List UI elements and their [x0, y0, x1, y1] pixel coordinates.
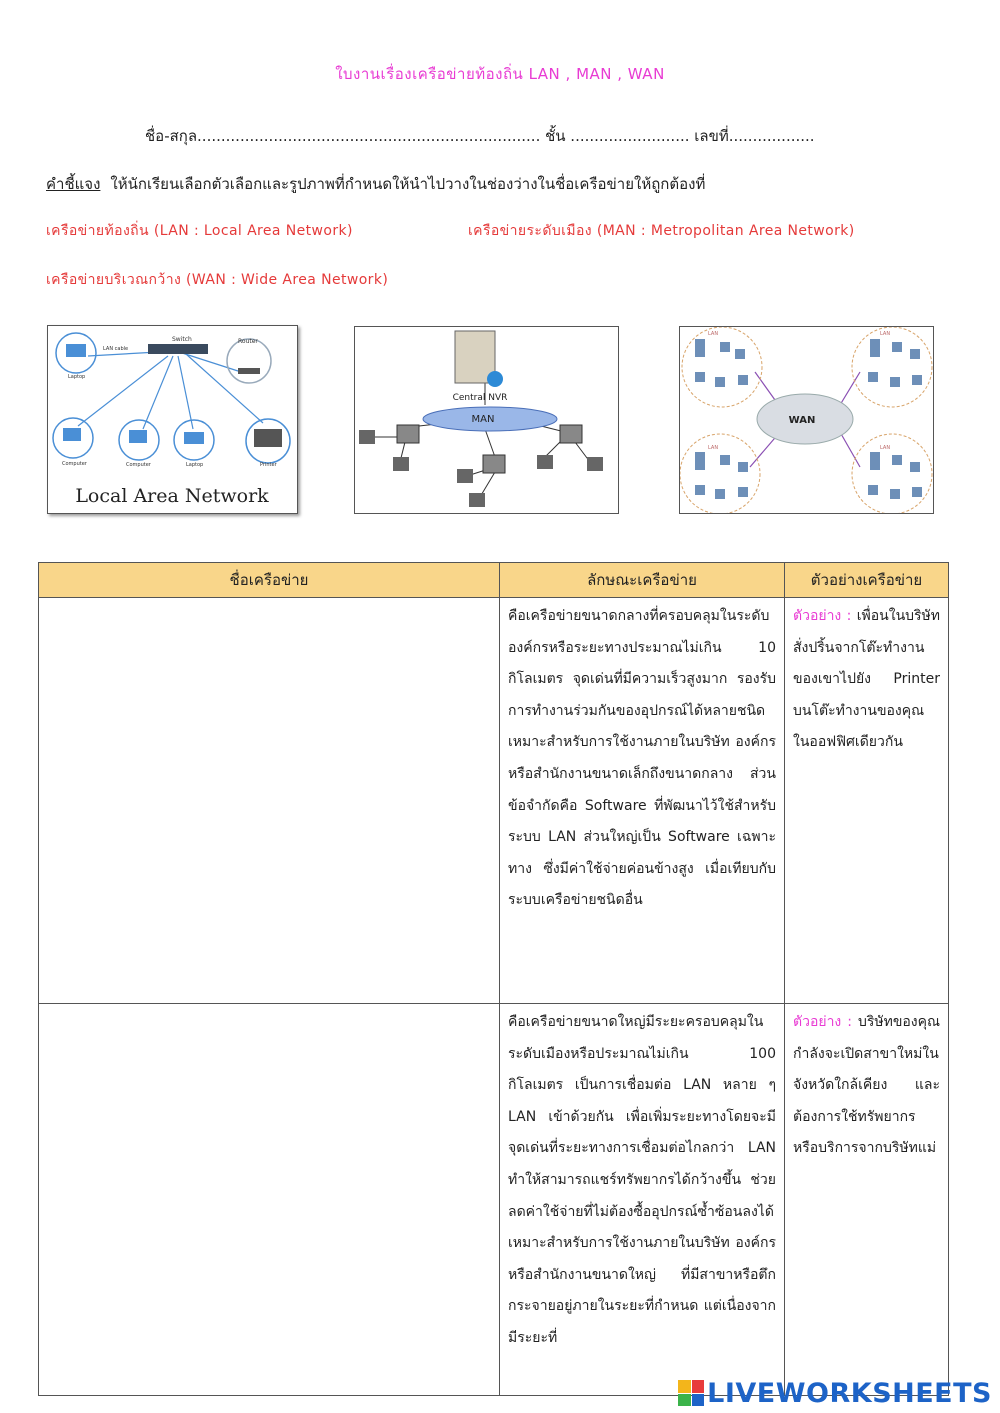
man-center-label: Central NVR — [452, 393, 508, 403]
logo-icon — [678, 1380, 704, 1406]
man-diagram-image[interactable] — [354, 326, 619, 514]
wan-lan-label-4: LAN — [880, 445, 891, 451]
router-icon — [238, 368, 260, 374]
router-icon-1 — [397, 425, 419, 443]
computer-icon-2 — [129, 430, 147, 443]
camera-icon-5 — [457, 469, 473, 483]
example-label: ตัวอย่าง : — [793, 608, 852, 624]
example-text: เพื่อนในบริษัทสั่งปริ้นจากโต๊ะทำงานของเขาไปยัง Printer บนโต๊ะทำงานของคุณในออฟฟิศเดียวกัน — [793, 608, 940, 751]
brand-name: LIVEWORKSHEETS — [707, 1377, 992, 1409]
network-example-1 — [785, 598, 949, 1004]
instruction-label: คำชี้แจง — [46, 175, 101, 193]
option-man[interactable]: เครือข่ายระดับเมือง (MAN : Metropolitan Area Network) — [468, 223, 855, 239]
wan-lan-label-1: LAN — [708, 331, 719, 337]
network-description-2 — [500, 1004, 785, 1396]
option-lan[interactable]: เครือข่ายท้องถิ่น (LAN : Local Area Network) — [46, 223, 353, 239]
description-text-2: คือเครือข่ายขนาดใหญ่มีระยะครอบคลุมในระดับเมืองหรือประมาณไม่เกิน 100 กิโลเมตร เป็นการเชื่อมต่อ LAN หลาย ๆ LAN เข้าด้วยกัน เพื่อเพิ่มระยะทางโดยจะมีจุดเด่นที่ระยะทางการเชื่อมต่อไกลกว่า LAN ทำให้สามารถแชร์ทรัพยากรได้กว้างขึ้น ช่วยลดค่าใช้จ่ายที่ไม่ต้องซื้ออุปกรณ์ซ้ำซ้อนลงได้ เหมาะสำหรับการใช้งานภายในบริษัท องค์กร หรือสำนักงานขนาดใหญ่ ที่มีสาขาหรือตึกกระจายอยู่ภายในระยะที่กำหนด แต่เนื่องจากมีระยะที่ — [508, 1014, 776, 1346]
wan-cloud-label: WAN — [788, 415, 816, 426]
instruction-text: ให้นักเรียนเลือกตัวเลือกและรูปภาพที่กำหนดให้นำไปวางในช่องว่างในชื่อเครือข่ายให้ถูกต้องที่ — [110, 175, 706, 193]
table-row — [39, 598, 949, 1004]
laptop-icon — [66, 344, 86, 357]
router-icon-2 — [560, 425, 582, 443]
laptop-label-2: Laptop — [186, 462, 204, 468]
computer-icon-1 — [63, 428, 81, 441]
wan-lan-label-2: LAN — [880, 331, 891, 337]
instruction — [46, 172, 705, 196]
worksheet-title: ใบงานเรื่องเครือข่ายท้องถิ่น LAN , MAN , WAN — [335, 65, 665, 83]
drop-zone-network-name-1[interactable] — [39, 598, 500, 1004]
lan-caption: Local Area Network — [75, 485, 269, 507]
man-ring-label: MAN — [471, 414, 495, 425]
computer-label-2: Computer — [126, 462, 151, 468]
network-example-2 — [785, 1004, 949, 1396]
printer-label: Printer — [260, 462, 277, 468]
laptop-icon-2 — [184, 432, 204, 444]
globe-icon — [487, 371, 503, 387]
printer-icon — [254, 429, 282, 447]
liveworksheets-logo — [678, 1377, 992, 1409]
network-table — [38, 562, 949, 1396]
student-info-line: ชื่อ-สกุล........................................................................ ชั้น ......................... เลขที่.................. — [145, 127, 815, 145]
table-row — [39, 1004, 949, 1396]
camera-icon-4 — [587, 457, 603, 471]
router-icon-3 — [483, 455, 505, 473]
option-wan[interactable]: เครือข่ายบริเวณกว้าง (WAN : Wide Area Network) — [46, 272, 389, 288]
man-diagram — [355, 327, 618, 513]
lan-diagram-image[interactable] — [47, 325, 298, 514]
lan-diagram — [48, 326, 297, 513]
wan-diagram — [680, 327, 933, 513]
drop-zone-network-name-2[interactable] — [39, 1004, 500, 1396]
header-network-name: ชื่อเครือข่าย — [39, 563, 500, 598]
camera-icon-6 — [469, 493, 485, 507]
laptop-label: Laptop — [68, 374, 86, 380]
header-network-characteristic: ลักษณะเครือข่าย — [500, 563, 785, 598]
wan-diagram-image[interactable] — [679, 326, 934, 514]
switch-icon — [148, 344, 208, 354]
lan-cable-label: LAN cable — [103, 346, 129, 352]
switch-label: Switch — [172, 336, 192, 343]
table-header-row — [39, 563, 949, 598]
example-text: บริษัทของคุณกำลังจะเปิดสาขาใหม่ในจังหวัดใกล้เคียง และต้องการใช้ทรัพยากรหรือบริการจากบริษัทแม่ — [793, 1014, 940, 1157]
computer-label-1: Computer — [62, 461, 87, 467]
camera-icon-2 — [393, 457, 409, 471]
network-description-1: คือเครือข่ายขนาดกลางที่ครอบคลุมในระดับองค์กรหรือระยะทางประมาณไม่เกิน 10 กิโลเมตร จุดเด่นที่มีความเร็วสูงมาก รองรับการทำงานร่วมกันของอุปกรณ์ได้หลายชนิด เหมาะสำหรับการใช้งานภายในบริษัท องค์กร หรือสำนักงานขนาดเล็กถึงขนาดกลาง ส่วนข้อจำกัดคือ Software ที่พัฒนาไว้ใช้สำหรับระบบ LAN ส่วนใหญ่เป็น Software เฉพาะทาง ซึ่งมีค่าใช้จ่ายค่อนข้างสูง เมื่อเทียบกับระบบเครือข่ายชนิดอื่น — [500, 598, 785, 1004]
camera-icon-1 — [359, 430, 375, 444]
header-network-example: ตัวอย่างเครือข่าย — [785, 563, 949, 598]
camera-icon-3 — [537, 455, 553, 469]
router-label: Router — [238, 338, 258, 345]
wan-lan-label-3: LAN — [708, 445, 719, 451]
example-label: ตัวอย่าง : — [793, 1014, 852, 1030]
